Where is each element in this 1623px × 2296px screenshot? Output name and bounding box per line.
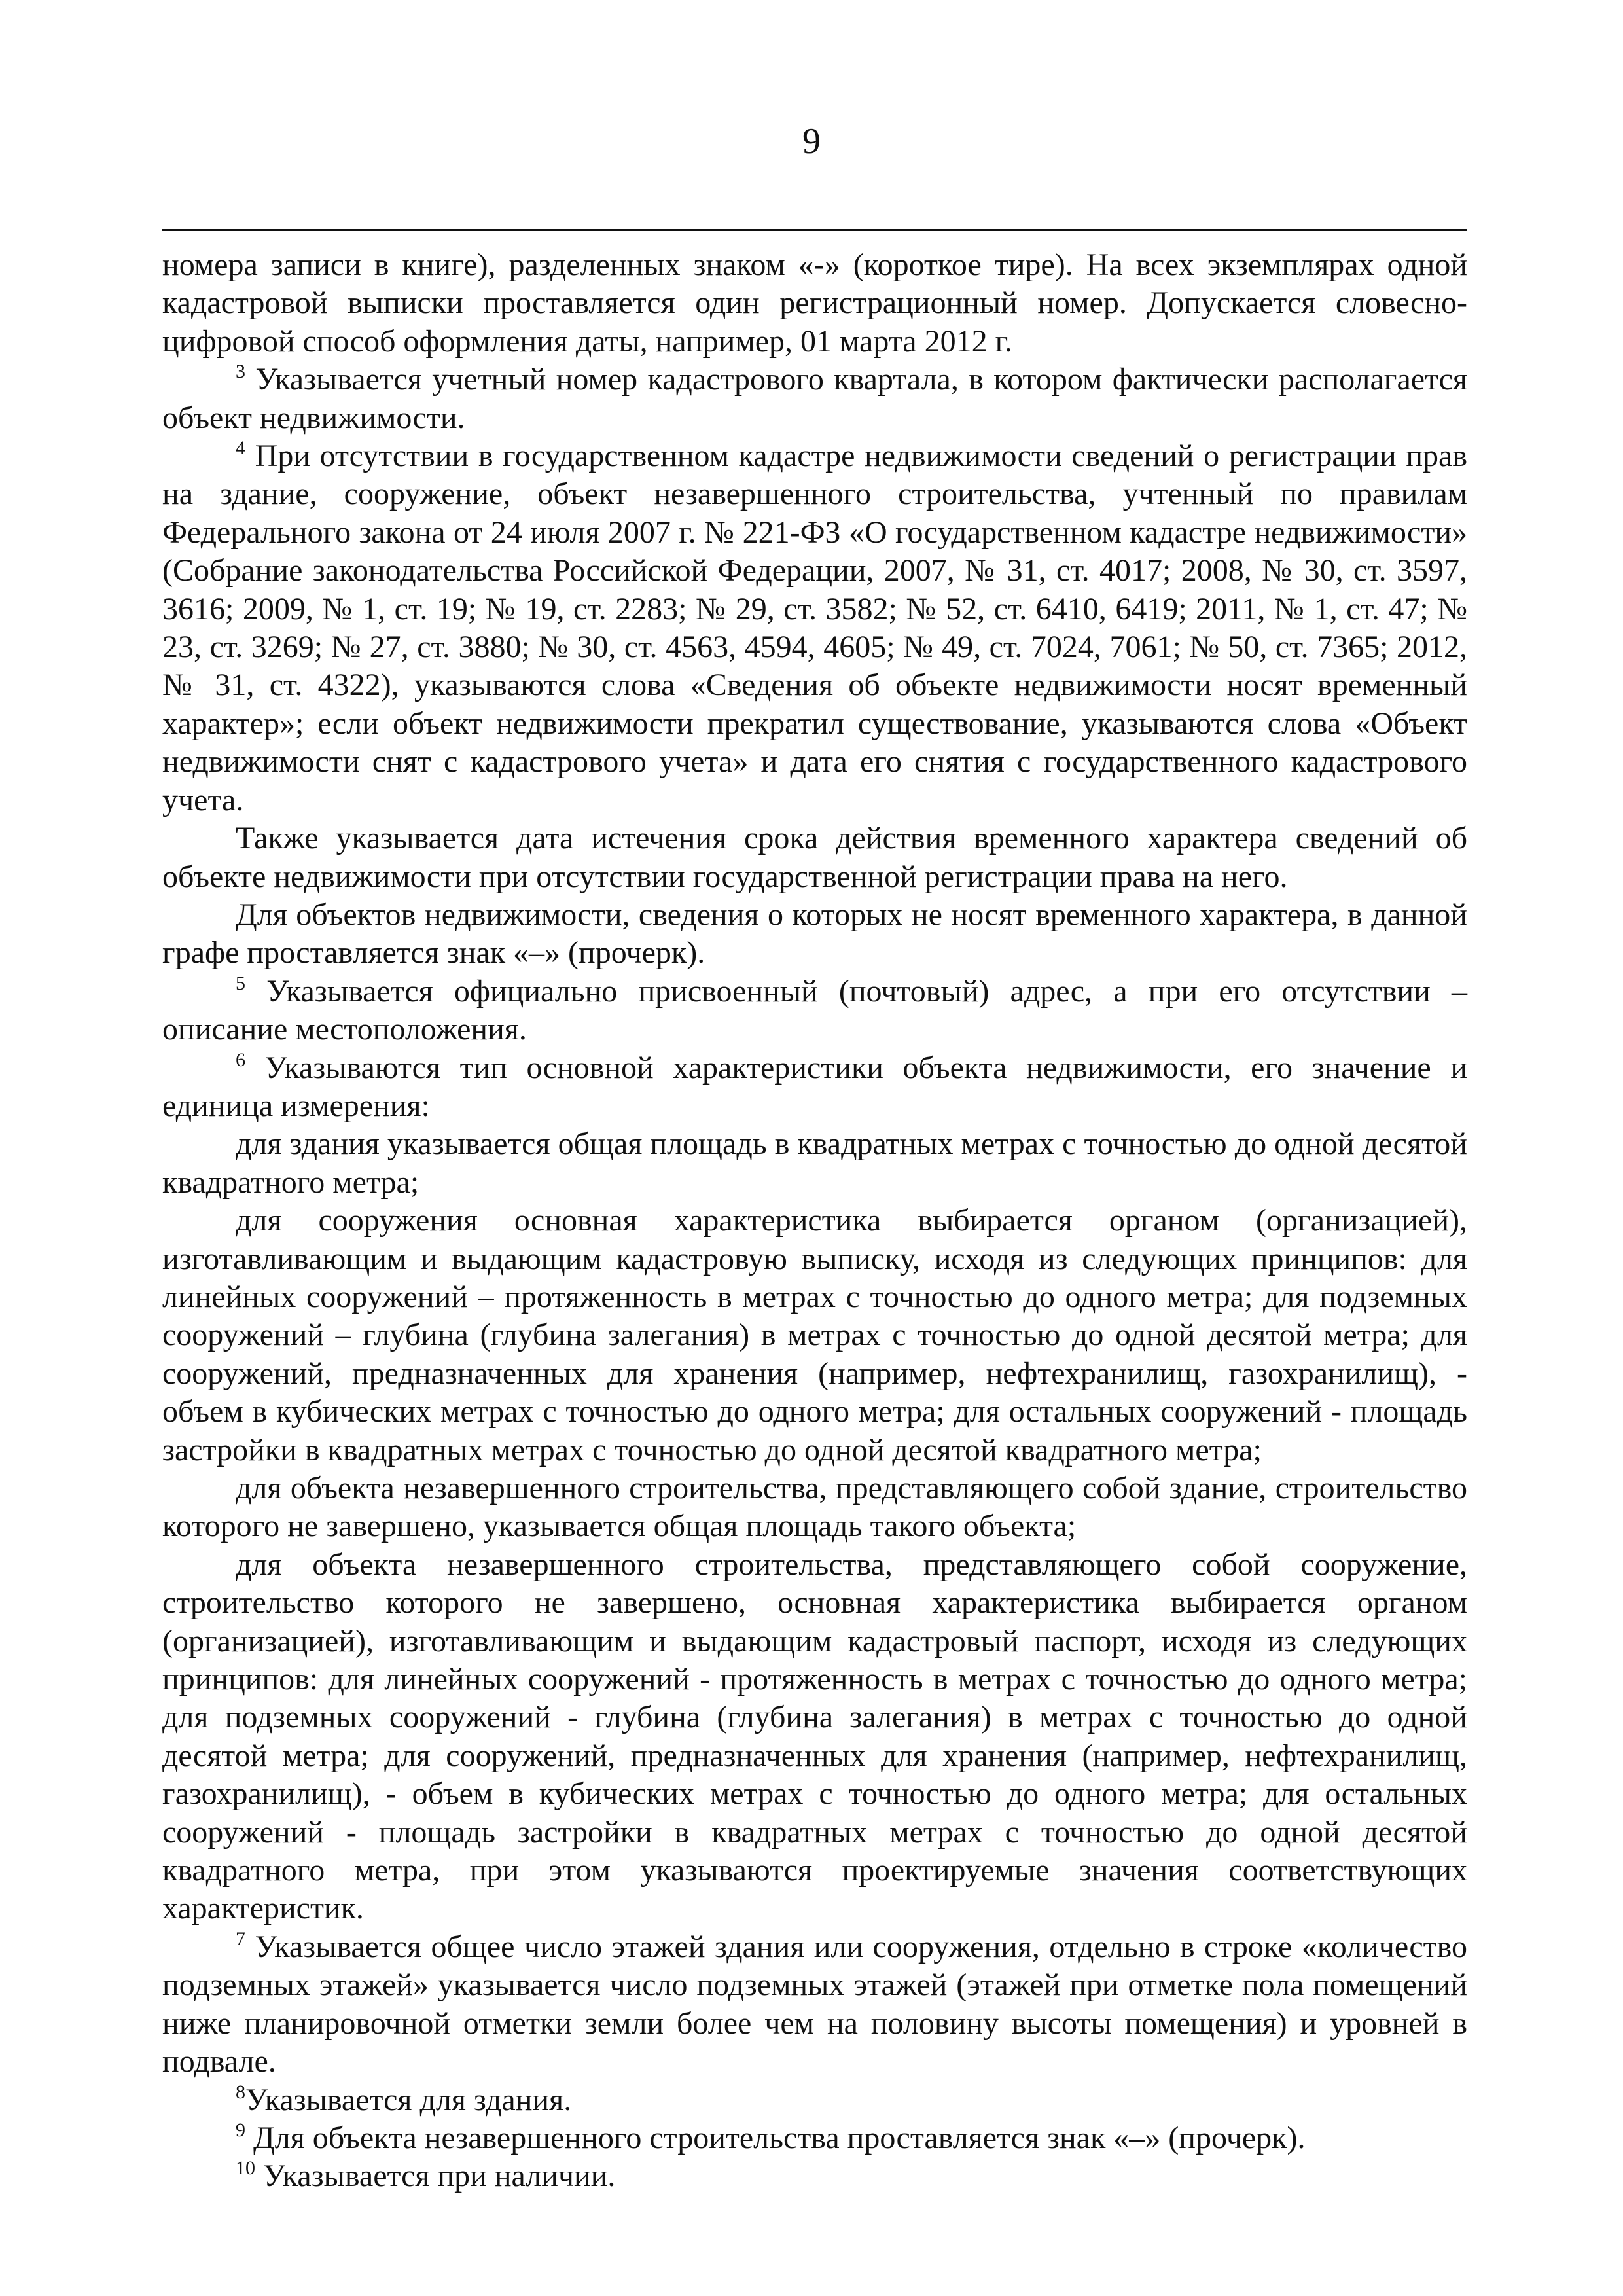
paragraph-text: Для объектов недвижимости, сведения о которых не носят временного характера, в данной графе проставляется знак «–» (прочерк). xyxy=(162,897,1467,971)
footnote-marker: 4 xyxy=(236,437,245,459)
paragraph-dash-sign xyxy=(162,896,1467,973)
footnote-3 xyxy=(162,361,1467,437)
footnote-8 xyxy=(162,2081,1467,2119)
paragraph-text: Также указывается дата истечения срока действия временного характера сведений об объекте недвижимости при отсутствии государственной регистрации права на него. xyxy=(162,821,1467,894)
paragraph-text: для здания указывается общая площадь в квадратных метрах с точностью до одной десятой квадратного метра; xyxy=(162,1126,1467,1200)
footnote-marker: 6 xyxy=(236,1049,245,1071)
paragraph-unfinished-structure xyxy=(162,1546,1467,1928)
paragraph-building xyxy=(162,1125,1467,1202)
page-number: 9 xyxy=(802,121,821,162)
footnote-10 xyxy=(162,2157,1467,2195)
footnote-marker: 7 xyxy=(236,1928,245,1950)
paragraph-text: номера записи в книге), разделенных знаком «-» (короткое тире). На всех экземплярах одной кадастровой выписки проставляется один регистрационный номер. Допускается словесно-цифровой способ оформления даты, например, 01 марта 2012 г. xyxy=(162,247,1467,359)
paragraph-text: Указываются тип основной характеристики объекта недвижимости, его значение и единица измерения: xyxy=(162,1050,1467,1123)
paragraph-text: Указывается учетный номер кадастрового квартала, в котором фактически располагается объект недвижимости. xyxy=(162,362,1467,435)
footnote-4 xyxy=(162,437,1467,819)
footnote-marker: 5 xyxy=(236,972,245,994)
paragraph-text: Для объекта незавершенного строительства проставляется знак «–» (прочерк). xyxy=(245,2120,1306,2155)
footnote-marker: 8 xyxy=(236,2081,245,2103)
paragraph-text: для объекта незавершенного строительства, представляющего собой здание, строительство которого не завершено, указывается общая площадь такого объекта; xyxy=(162,1471,1467,1544)
document-body xyxy=(162,246,1467,2196)
footnote-marker: 9 xyxy=(236,2119,245,2141)
paragraph-text: Указывается официально присвоенный (почтовый) адрес, а при его отсутствии – описание местоположения. xyxy=(162,973,1467,1047)
footnote-5 xyxy=(162,973,1467,1049)
paragraph-text: Указывается при наличии. xyxy=(255,2159,616,2194)
paragraph-text: При отсутствии в государственном кадастре недвижимости сведений о регистрации прав на здание, сооружение, объект незавершенного строительства, учтенный по правилам Федерального закона от 24 июля 2007 г. № 221-ФЗ «О государственном кадастре недвижимости» (Собрание законодательства Российской Федерации, 2007, № 31, ст. 4017; 2008, № 30, ст. 3597, 3616; 2009, № 1, ст. 19; № 19, ст. 2283; № 29, ст. 3582; № 52, ст. 6410, 6419; 2011, № 1, ст. 47; № 23, ст. 3269; № 27, ст. 3880; № 30, ст. 4563, 4594, 4605; № 49, ст. 7024, 7061; № 50, ст. 7365; 2012, № 31, ст. 4322), указываются слова «Сведения об объекте недвижимости носят временный характер»; если объект недвижимости прекратил существование, указываются слова «Объект недвижимости снят с кадастрового учета» и дата его снятия с государственного кадастрового учета. xyxy=(162,439,1467,817)
paragraph-text: для объекта незавершенного строительства, представляющего собой сооружение, строительство которого не завершено, основная характеристика выбирается органом (организацией), изготавливающим и выдающим кадастровый паспорт, исходя из следующих принципов: для линейных сооружений - протяженность в метрах с точностью до одного метра; для подземных сооружений - глубина (глубина залегания) в метрах с точностью до одной десятой метра; для сооружений, предназначенных для хранения (например, нефтехранилищ, газохранилищ), - объем в кубических метрах с точностью до одного метра; для остальных сооружений - площадь застройки в квадратных метрах с точностью до одной десятой квадратного метра, при этом указываются проектируемые значения соответствующих характеристик. xyxy=(162,1547,1467,1926)
paragraph-text: Указывается для здания. xyxy=(245,2082,572,2117)
footnote-6 xyxy=(162,1049,1467,1126)
paragraph-text: для сооружения основная характеристика выбирается органом (организацией), изготавливающим и выдающим кадастровую выписку, исходя из следующих принципов: для линейных сооружений – протяженность в метрах с точностью до одного метра; для подземных сооружений – глубина (глубина залегания) в метрах с точностью до одной десятой метра; для сооружений, предназначенных для хранения (например, нефтехранилищ, газохранилищ), - объем в кубических метрах с точностью до одного метра; для остальных сооружений - площадь застройки в квадратных метрах с точностью до одной десятой квадратного метра; xyxy=(162,1203,1467,1467)
paragraph-structure xyxy=(162,1202,1467,1469)
paragraph-unfinished-building xyxy=(162,1469,1467,1546)
paragraph-continuation xyxy=(162,246,1467,361)
paragraph-expiry-date xyxy=(162,819,1467,896)
footnote-7 xyxy=(162,1928,1467,2081)
footnote-9 xyxy=(162,2119,1467,2157)
footnote-marker: 10 xyxy=(236,2157,255,2179)
header-rule xyxy=(162,229,1467,231)
footnote-marker: 3 xyxy=(236,361,245,383)
paragraph-text: Указывается общее число этажей здания или сооружения, отдельно в строке «количество подземных этажей» указывается число подземных этажей (этажей при отметке пола помещений ниже планировочной отметки земли более чем на половину высоты помещения) и уровней в подвале. xyxy=(162,1929,1467,2079)
